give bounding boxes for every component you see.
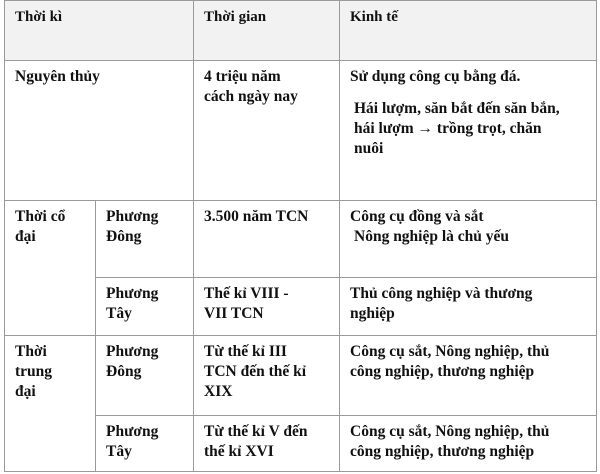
row-co-dai-dong [5, 201, 597, 278]
header-time: Thời gian [194, 1, 340, 61]
header-economy: Kinh tế [340, 1, 597, 61]
time-co-dai-tay: Thế kỉ VIII - VII TCN [194, 278, 340, 336]
region-co-dai-dong: Phương Đông [96, 201, 194, 278]
header-row [5, 1, 597, 61]
time-co-dai-dong: 3.500 năm TCN [194, 201, 340, 278]
time-trung-dai-tay: Từ thế kỉ V đến thế kỉ XVI [194, 416, 340, 472]
period-nguyen-thuy: Nguyên thủy [5, 61, 194, 201]
period-co-dai: Thời cổ đại [5, 201, 96, 336]
period-trung-dai: Thời trung đại [5, 336, 96, 472]
economy-nguyen-thuy: Sử dụng công cụ bằng đá. Hái lượm, săn bắt đến săn bắn, hái lượm → trồng trọt, chăn nuôi [340, 61, 597, 201]
economy-trung-dai-tay: Công cụ sắt, Nông nghiệp, thủ công nghiệp, thương nghiệp [340, 416, 597, 472]
region-co-dai-tay: Phương Tây [96, 278, 194, 336]
row-trung-dai-dong [5, 336, 597, 416]
history-economy-table [4, 0, 597, 472]
economy-co-dai-dong: Công cụ đồng và sắt Nông nghiệp là chủ yếu [340, 201, 597, 278]
row-nguyen-thuy [5, 61, 597, 201]
time-trung-dai-dong: Từ thế kỉ III TCN đến thế kỉ XIX [194, 336, 340, 416]
header-period: Thời kì [5, 1, 194, 61]
region-trung-dai-tay: Phương Tây [96, 416, 194, 472]
economy-co-dai-tay: Thủ công nghiệp và thương nghiệp [340, 278, 597, 336]
economy-trung-dai-dong: Công cụ sắt, Nông nghiệp, thủ công nghiệp, thương nghiệp [340, 336, 597, 416]
region-trung-dai-dong: Phương Đông [96, 336, 194, 416]
time-nguyen-thuy: 4 triệu năm cách ngày nay [194, 61, 340, 201]
